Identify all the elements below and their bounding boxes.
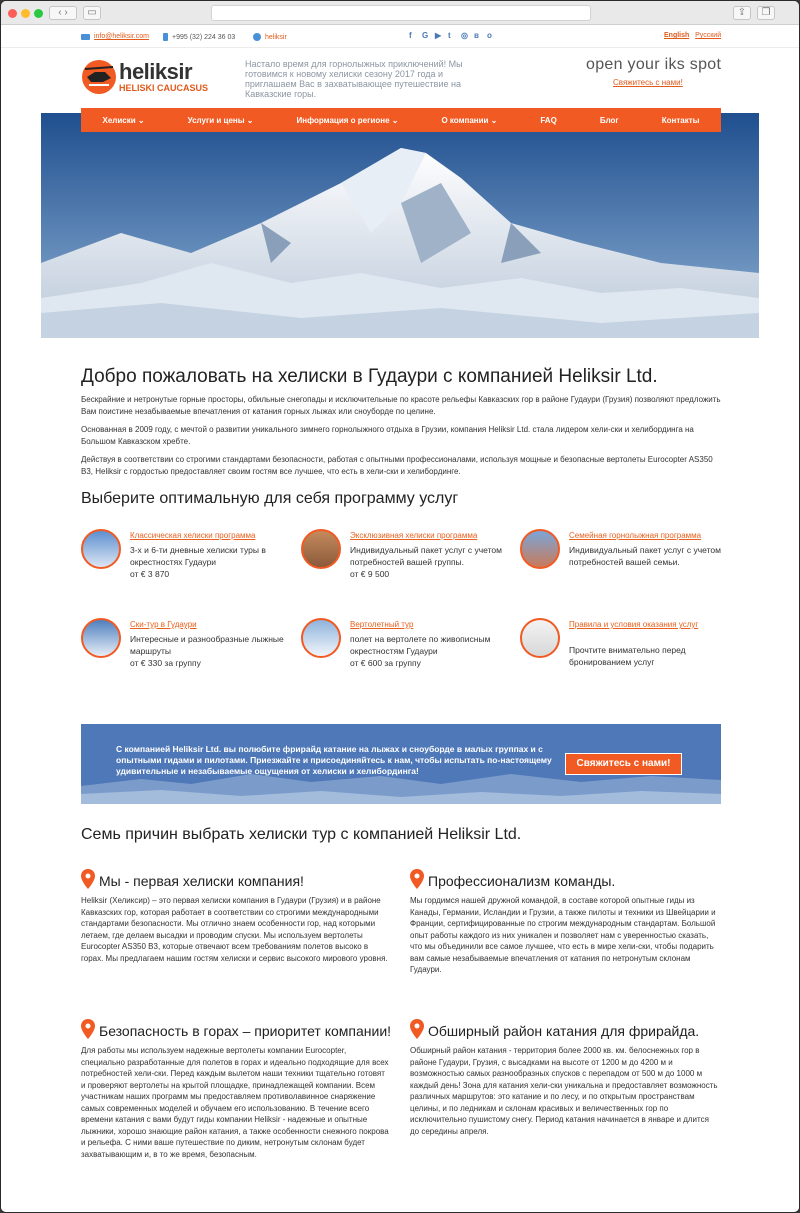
share-icon[interactable]: ⇪: [733, 6, 751, 20]
service-title[interactable]: Вертолетный тур: [350, 620, 414, 629]
service-card[interactable]: [520, 618, 740, 688]
address-bar[interactable]: [211, 5, 591, 21]
lang-english[interactable]: English: [664, 32, 690, 39]
service-card[interactable]: [520, 529, 740, 599]
ski-tour-photo-icon: [81, 618, 121, 658]
nav-item-services[interactable]: Услуги и цены ⌄: [187, 115, 254, 125]
reason-text: Мы гордимся нашей дружной командой, в составе которой опытные гиды из Канады, Германии, Исландии и Грузии, а также пилоты и техники из Швейцарии и Франции, сертифицированные по строгим международным стандартам. Большой опыт работы каждого из них уникален и позволяет нам с уверенностью сказать, что мы объединили все самое лучшее, что есть в мире хели-ски, чтобы подарить вам самые незабываемые впечатления от катания по нетронутым склонам Гудаури.: [410, 896, 716, 974]
nav-item-region-info[interactable]: Информация о регионе ⌄: [296, 115, 399, 125]
reason-text: Heliksir (Хеликсир) – это первая хелиски компания в Гудаури (Грузия) и в районе Кавказских гор, которая работает в соответствии со строгими международными стандартами безопасности. Мы отлично знаем особенности гор, над которыми летаем, где делаем высадки и проводим спуски. Мы используем вертолеты Eurocopter AS350 B3, которые отвечают всем требованиям полетов высоко в горах. Мы предлагаем нашим гостям хелиски и сервис высокого мирового уровня.: [81, 896, 388, 963]
top-contact-bar: [1, 26, 800, 48]
nav-item-about[interactable]: О компании ⌄: [441, 115, 498, 125]
nav-item-blog[interactable]: Блог: [599, 115, 619, 125]
skype-text[interactable]: heliksir: [265, 33, 287, 41]
service-title[interactable]: Ски-тур в Гудаури: [130, 620, 197, 629]
header-tagline: Настало время для горнолыжных приключений! Мы готовимся к новому хелиски сезону 2017 года и приглашаем Вас в захватывающее путешествие на Кавказские горы.: [245, 59, 463, 99]
services-title: Выберите оптимальную для себя программу услуг: [81, 490, 459, 507]
service-desc: Прочтите внимательно перед бронированием услуг: [569, 645, 686, 667]
phone-text: +995 (32) 224 36 03: [172, 33, 236, 41]
odnoklassniki-icon[interactable]: о: [487, 31, 492, 40]
welcome-paragraph-1: Бескрайние и нетронутые горные просторы, обильные снегопады и исключительные по красоте рельефы Кавказских гор в районе Гудаури (Грузия) позволяют предложить Вам поистине незабываемые впечатления от катания горных лыжах или сноуборде по целине.: [81, 395, 721, 416]
service-card[interactable]: [81, 529, 301, 599]
service-desc: полет на вертолете по живописным окрестностям Гудаури от € 600 за группу: [350, 634, 491, 668]
language-switcher: [664, 32, 721, 39]
google-plus-icon[interactable]: G: [422, 31, 429, 40]
skype-link[interactable]: [253, 33, 287, 41]
reason-block: [81, 1019, 391, 1160]
lang-russian[interactable]: Русский: [695, 32, 722, 39]
service-desc: Интересные и разнообразные лыжные маршруты от € 330 за группу: [130, 634, 284, 668]
service-card[interactable]: [81, 618, 301, 688]
service-title[interactable]: Классическая хелиски программа: [130, 531, 256, 540]
reason-block: [410, 869, 720, 976]
reason-text: Для работы мы используем надежные вертолеты компании Eurocopter, специально разработанные для полетов в горах и идеально подходящие для всех потребностей хели-ски. Перед каждым вылетом наши техники тщательно готовят и проверяют вертолеты на крытой площадке, принадлежащей компании. Всем участникам наших программ мы предоставляем противолавинное снаряжение самых современных моделей и обучаем его использованию. В течение всего времени катания с вами будут гиды компании Heliksir - надежные и опытные лыжники, хорошо знающие район катания, а также особенности снежного покрова и рельефа. С ними ваше путешествие по диким, нетронутым склонам будет захватывающим и, в то же время, безопасным.: [81, 1046, 389, 1159]
browser-toolbar: [1, 1, 799, 25]
web-page: [1, 26, 800, 1213]
skype-icon: [253, 33, 261, 41]
youtube-icon[interactable]: ▶: [435, 31, 442, 40]
instagram-icon[interactable]: ◎: [461, 31, 468, 40]
map-pin-icon: [81, 1019, 95, 1039]
tabs-icon[interactable]: ❐: [757, 6, 775, 20]
close-window-button[interactable]: [8, 9, 17, 18]
banner-text: С компанией Heliksir Ltd. вы полюбите фрирайд катание на лыжах и сноуборде в малых группах и с опытными гидами и пилотами. Приезжайте и присоединяйтесь к нам, чтобы испытать по-настоящему удивительные и незабываемые ощущения от хелиски и хелибординга!: [116, 744, 552, 776]
email-link[interactable]: [81, 33, 149, 40]
logo-wordmark: heliksir: [119, 59, 193, 84]
mail-icon: [81, 34, 90, 40]
back-forward-icon[interactable]: ‹ ›: [49, 6, 77, 20]
welcome-title: Добро пожаловать на хелиски в Гудаури с компанией Heliksir Ltd.: [81, 366, 658, 387]
service-desc: Индивидуальный пакет услуг с учетом потребностей вашей группы. от € 9 500: [350, 545, 502, 579]
helicopter-photo-icon: [301, 618, 341, 658]
service-title[interactable]: Семейная горнолыжная программа: [569, 531, 702, 540]
welcome-paragraph-3: Действуя в соответствии со строгими стандартами безопасности, работая с опытными профессионалами, используя мощные и безопасные вертолеты Eurocopter AS350 B3, Heliksir с гордостью предоставляет своим гостям все лучшее, что есть в хели-ски и хелибординге.: [81, 455, 713, 476]
guide-photo-icon: [301, 529, 341, 569]
facebook-icon[interactable]: f: [409, 31, 412, 40]
service-desc: 3-х и 6-ти дневные хелиски туры в окрестностях Гудаури от € 3 870: [130, 545, 266, 579]
reason-block: [410, 1019, 720, 1137]
minimize-window-button[interactable]: [21, 9, 30, 18]
promo-banner: [81, 724, 721, 804]
phone-info: [163, 33, 235, 41]
service-card[interactable]: [301, 529, 521, 599]
twitter-icon[interactable]: t: [448, 31, 451, 40]
family-photo-icon: [520, 529, 560, 569]
header-contact-link[interactable]: Свяжитесь с нами!: [613, 78, 683, 87]
reason-text: Обширный район катания - территория более 2000 кв. км. белоснежных гор в районе Гудаури, Грузия, с высадками на высоте от 1200 м до 4200 м и возможностью самых разнообразных спусков с перепадом от 500 м до 1000 м каждый день! Зона для катания хели-ски уникальна и предоставляет возможность различных маршрутов: это катание и по лесу, и по открытым пространствам целины, и по ледникам и склонам красивых и величественных гор по исключительно пушистому снегу. Период катания начинается в январе и длится до середины апреля.: [410, 1046, 718, 1136]
nav-item-contacts[interactable]: Контакты: [661, 115, 700, 125]
reason-block: [81, 869, 391, 964]
service-title[interactable]: Правила и условия оказания услуг: [569, 620, 699, 629]
site-logo[interactable]: [81, 57, 231, 97]
logo-subtitle: HELISKI CAUCASUS: [119, 83, 209, 93]
skier-photo-icon: [81, 529, 121, 569]
header-slogan: open your iks spot: [586, 56, 722, 73]
banner-contact-button[interactable]: Свяжитесь с нами!: [565, 753, 682, 775]
reason-title: Безопасность в горах – приоритет компании!: [99, 1023, 392, 1039]
welcome-paragraph-2: Основанная в 2009 году, с мечтой о развитии уникального зимнего горнолыжного отдыха в Грузии, компания Heliksir Ltd. стала лидером хели-ски и хелибординга на Большом Кавказском хребте.: [81, 425, 694, 446]
nav-item-faq[interactable]: FAQ: [540, 115, 557, 125]
map-pin-icon: [81, 869, 95, 889]
social-links: [409, 31, 495, 40]
sidebar-icon[interactable]: ▭: [83, 6, 101, 20]
phone-icon: [163, 33, 168, 41]
map-pin-icon: [410, 869, 424, 889]
service-card[interactable]: [301, 618, 521, 688]
vk-icon[interactable]: в: [474, 31, 479, 40]
service-title[interactable]: Эксклюзивная хелиски программа: [350, 531, 478, 540]
reason-title: Профессионализм команды.: [428, 873, 616, 889]
nav-item-heliski[interactable]: Хелиски ⌄: [102, 115, 145, 125]
reason-title: Обширный район катания для фрирайда.: [428, 1023, 700, 1039]
maximize-window-button[interactable]: [34, 9, 43, 18]
main-navigation: [81, 108, 721, 132]
service-desc: Индивидуальный пакет услуг с учетом потребностей вашей семьи.: [569, 545, 721, 567]
reasons-title: Семь причин выбрать хелиски тур с компанией Heliksir Ltd.: [81, 826, 522, 843]
document-photo-icon: [520, 618, 560, 658]
hero-mountain-image: [41, 113, 759, 338]
email-text[interactable]: info@heliksir.com: [94, 33, 149, 40]
reason-title: Мы - первая хелиски компания!: [99, 873, 304, 889]
map-pin-icon: [410, 1019, 424, 1039]
